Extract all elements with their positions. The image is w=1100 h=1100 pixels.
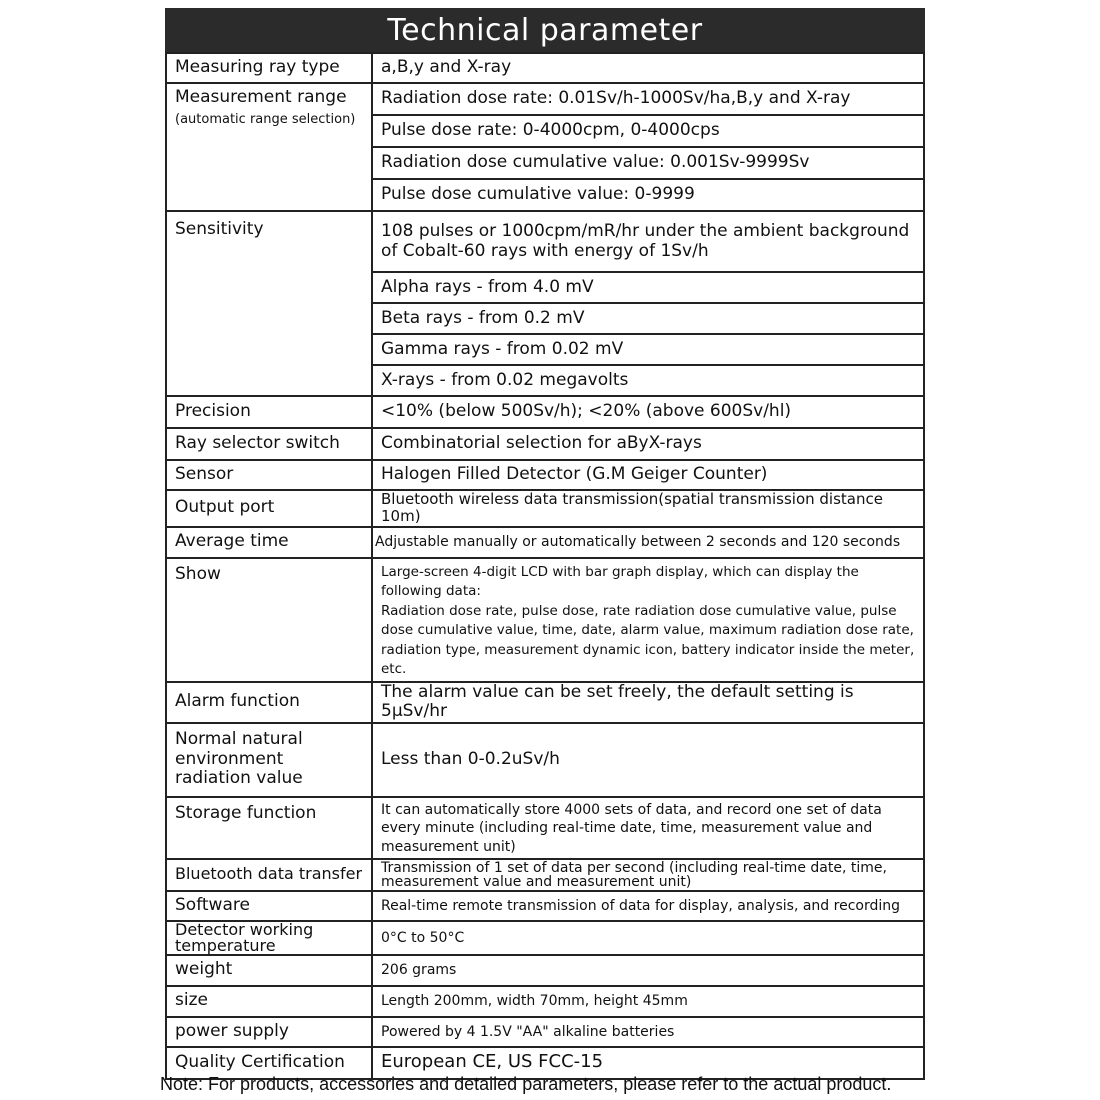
table-row xyxy=(166,83,924,115)
row-value: a,B,y and X-ray xyxy=(372,53,924,83)
row-label: Precision xyxy=(166,396,372,428)
table-row xyxy=(166,682,924,723)
row-value: 108 pulses or 1000cpm/mR/hr under the ambient background of Cobalt-60 rays with energy of 1Sv/h xyxy=(372,211,924,272)
row-value: <10% (below 500Sv/h); <20% (above 600Sv/hl) xyxy=(372,396,924,428)
row-value: Large-screen 4-digit LCD with bar graph display, which can display the following data: xyxy=(381,563,859,600)
row-value: Adjustable manually or automatically between 2 seconds and 120 seconds xyxy=(372,527,924,558)
footnote: Note: For products, accessories and detailed parameters, please refer to the actual product. xyxy=(160,1074,892,1094)
table-row xyxy=(166,891,924,921)
row-value: 0°C to 50°C xyxy=(372,921,924,955)
row-value: Alpha rays - from 4.0 mV xyxy=(372,272,924,303)
table-row xyxy=(166,921,924,955)
row-value: Halogen Filled Detector (G.M Geiger Counter) xyxy=(372,460,924,490)
row-label: Measurement range xyxy=(175,87,347,107)
table-row xyxy=(166,797,924,859)
table-row xyxy=(166,1017,924,1047)
row-label: size xyxy=(166,986,372,1017)
row-value: Gamma rays - from 0.02 mV xyxy=(372,334,924,365)
row-label: Show xyxy=(166,558,372,682)
table-row xyxy=(166,527,924,558)
row-label: Normal natural environment radiation value xyxy=(166,723,372,797)
row-label: weight xyxy=(166,955,372,986)
row-label: power supply xyxy=(166,1017,372,1047)
row-value: X-rays - from 0.02 megavolts xyxy=(372,365,924,396)
table-row xyxy=(166,986,924,1017)
table-row xyxy=(166,859,924,891)
row-value: Beta rays - from 0.2 mV xyxy=(372,303,924,334)
row-label-range xyxy=(166,83,372,211)
table-row xyxy=(166,490,924,527)
row-label: Sensitivity xyxy=(166,211,372,396)
row-label: Measuring ray type xyxy=(166,53,372,83)
row-value: 206 grams xyxy=(372,955,924,986)
row-label: Sensor xyxy=(166,460,372,490)
table-row xyxy=(166,460,924,490)
row-value: Less than 0-0.2uSv/h xyxy=(372,723,924,797)
row-value-show xyxy=(372,558,924,682)
row-sublabel: (automatic range selection) xyxy=(175,111,356,127)
row-label: Output port xyxy=(166,490,372,527)
row-value: Length 200mm, width 70mm, height 45mm xyxy=(372,986,924,1017)
table-row xyxy=(166,396,924,428)
row-value: The alarm value can be set freely, the default setting is 5μSv/hr xyxy=(372,682,924,723)
row-value: Radiation dose rate: 0.01Sv/h-1000Sv/ha,B,y and X-ray xyxy=(372,83,924,115)
row-label: Average time xyxy=(166,527,372,558)
row-value: Bluetooth wireless data transmission(spatial transmission distance 10m) xyxy=(372,490,924,527)
row-value: Real-time remote transmission of data for display, analysis, and recording xyxy=(372,891,924,921)
row-value: Powered by 4 1.5V "AA" alkaline batteries xyxy=(372,1017,924,1047)
row-value: Pulse dose rate: 0-4000cpm, 0-4000cps xyxy=(372,115,924,147)
row-label: Bluetooth data transfer xyxy=(166,859,372,891)
spec-sheet xyxy=(165,8,925,1080)
sheet-title: Technical parameter xyxy=(165,8,925,52)
row-label: Software xyxy=(166,891,372,921)
row-value: It can automatically store 4000 sets of data, and record one set of data every minute (including real-time date, time, measurement value and measurement unit) xyxy=(372,797,924,859)
row-value: European CE, US FCC-15 xyxy=(372,1047,924,1079)
table-row xyxy=(166,211,924,272)
row-value: Transmission of 1 set of data per second (including real-time date, time, measurement value and measurement unit) xyxy=(372,859,924,891)
table-row xyxy=(166,53,924,83)
row-value: Radiation dose cumulative value: 0.001Sv-9999Sv xyxy=(372,147,924,179)
row-label: Detector working temperature xyxy=(166,921,372,955)
row-value: Pulse dose cumulative value: 0-9999 xyxy=(372,179,924,211)
table-row xyxy=(166,723,924,797)
table-row xyxy=(166,955,924,986)
row-label: Quality Certification xyxy=(166,1047,372,1079)
table-row xyxy=(166,558,924,682)
row-label: Storage function xyxy=(166,797,372,859)
row-label: Alarm function xyxy=(166,682,372,723)
row-value: Radiation dose rate, pulse dose, rate radiation dose cumulative value, pulse dose cumulative value, time, date, alarm value, maximum radiation dose rate, radiation type, measurement dynamic icon, battery indicator inside the meter, etc. xyxy=(381,602,915,678)
row-label: Ray selector switch xyxy=(166,428,372,460)
table-row xyxy=(166,428,924,460)
spec-table xyxy=(165,52,925,1080)
row-value: Combinatorial selection for aByX-rays xyxy=(372,428,924,460)
